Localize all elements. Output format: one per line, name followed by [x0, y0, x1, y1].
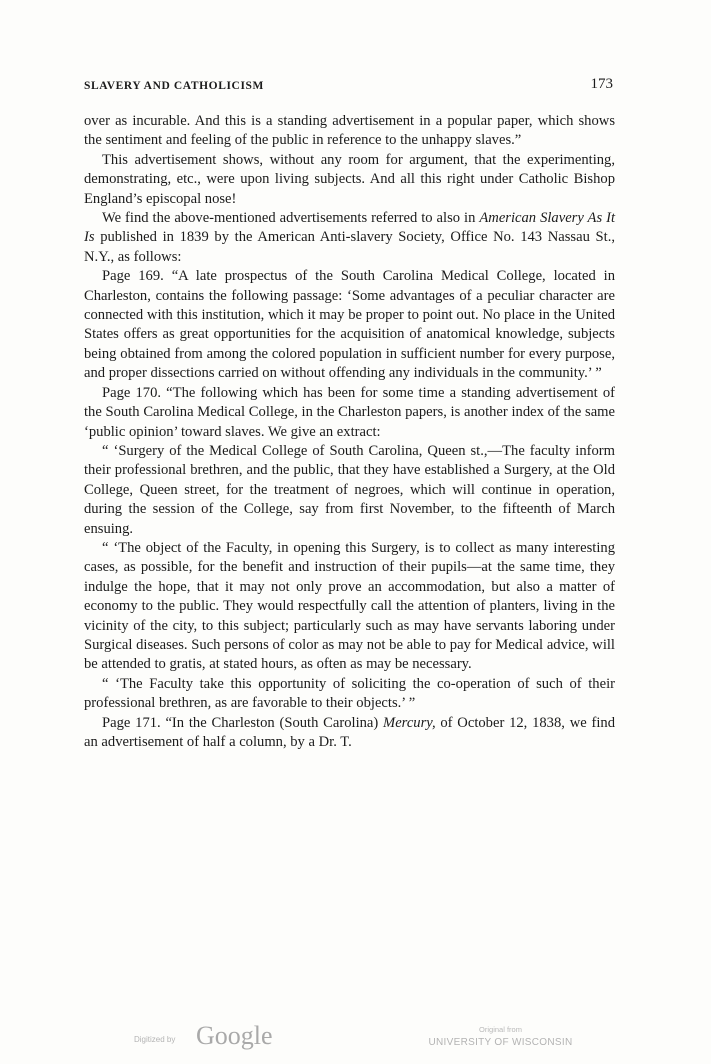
paragraph-9-text-end: of October 12, 1838, we find an advertisement of half a column, by a Dr. T. — [84, 714, 615, 750]
paragraph-8: “ ‘The Faculty take this opportunity of soliciting the co-operation of such of their professional brethren, as are favorable to their objects.’ ” — [84, 675, 615, 712]
paragraph-3-text-end: published in 1839 by the American Anti-slavery Society, Office No. 143 Nassau St., N.Y., as follows: — [84, 229, 615, 265]
page-number: 173 — [590, 76, 613, 92]
paragraph-3-text-start: We find the above-mentioned advertisements referred to also in — [102, 210, 480, 227]
body-text — [84, 112, 615, 752]
paragraph-1: over as incurable. And this is a standing advertisement in a popular paper, which shows the sentiment and feeling of the public in reference to the unhappy slaves.” — [84, 113, 615, 149]
paragraph-4: Page 169. “A late prospectus of the South Carolina Medical College, located in Charleston, contains the following passage: ‘Some advantages of a peculiar character are connected with this institution, which it may be proper to point out. No place in the United States offers as great opportunities for the acquisition of anatomical knowledge, subjects being obtained from among the colored population in sufficient number for every purpose, and proper dissections carried on without offending any individuals in the community.’ ” — [84, 268, 615, 382]
book-title: American Slavery As It Is — [84, 210, 616, 246]
paragraph-5: Page 170. “The following which has been for some time a standing advertisement of the South Carolina Medical College, in the Charleston papers, is another index of the same ‘public opinion’ toward slaves. We give an extract: — [84, 384, 615, 440]
digitized-by-label: Digitized by — [134, 1035, 176, 1044]
university-label: UNIVERSITY OF WISCONSIN — [428, 1037, 573, 1048]
newspaper-title: Mercury, — [383, 714, 436, 731]
digitization-footer — [0, 1018, 711, 1062]
paragraph-2: This advertisement shows, without any room for argument, that the experimenting, demonstrating, etc., were upon living subjects. And all this right under Catholic Bishop England’s episcopal nose! — [84, 151, 615, 207]
paragraph-3 — [84, 209, 615, 267]
running-head: SLAVERY AND CATHOLICISM — [84, 80, 264, 92]
paragraph-6: “ ‘Surgery of the Medical College of South Carolina, Queen st.,—The faculty inform their professional brethren, and the public, that they have established a Surgery, at the Old College, Queen street, for the treatment of negroes, which will continue in operation, during the session of the College, say from first November, to the fifteenth of March ensuing. — [84, 442, 615, 537]
page-header — [84, 76, 615, 98]
paragraph-9-text-start: Page 171. “In the Charleston (South Carolina) — [102, 714, 384, 731]
original-from-label: Original from — [479, 1025, 522, 1034]
paragraph-9 — [84, 714, 615, 753]
google-logo: Google — [196, 1021, 273, 1050]
paragraph-7: “ ‘The object of the Faculty, in opening this Surgery, is to collect as many interesting cases, as possible, for the benefit and instruction of their pupils—at the same time, they indulge the hope, that it may not only prove an accommodation, but also a matter of economy to the public. They would respectfully call the attention of planters, living in the vicinity of the city, to this subject; particularly such as may have servants laboring under Surgical diseases. Such persons of color as may not be able to pay for Medical advice, will be attended to gratis, at stated hours, as often as may be necessary. — [84, 539, 615, 673]
